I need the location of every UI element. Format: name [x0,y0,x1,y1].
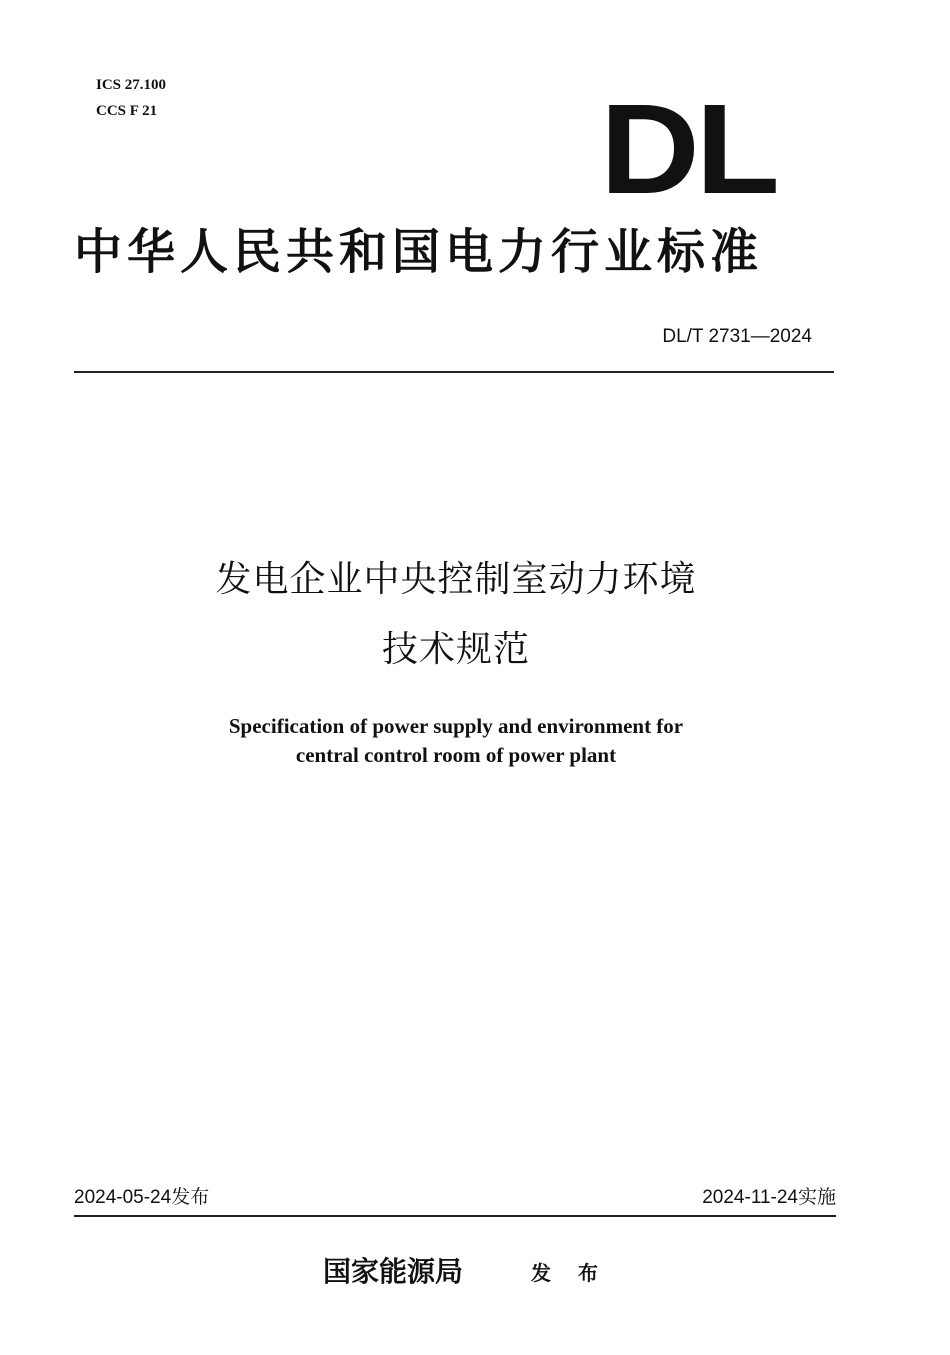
issue-date: 2024-05-24发布 [74,1187,210,1208]
document-title-en-line2: central control room of power plant [295,743,617,767]
implementation-date: 2024-11-24实施 [702,1187,836,1208]
dl-logo: DL [600,78,776,221]
ics-code: ICS 27.100 [96,77,167,93]
footer-divider [74,1215,836,1217]
standard-number: DL/T 2731—2024 [662,326,812,347]
document-title-cn-line1: 发电企业中央控制室动力环境 [215,559,697,600]
header-divider [74,371,834,373]
publisher-name: 国家能源局 [323,1255,464,1288]
document-title-en-line1: Specification of power supply and environment for [228,714,684,738]
ccs-code: CCS F 21 [96,103,158,119]
publish-label: 发 布 [531,1261,608,1285]
document-title-cn-line2: 技术规范 [381,629,530,670]
standard-category-title: 中华人民共和国电力行业标准 [74,224,764,280]
